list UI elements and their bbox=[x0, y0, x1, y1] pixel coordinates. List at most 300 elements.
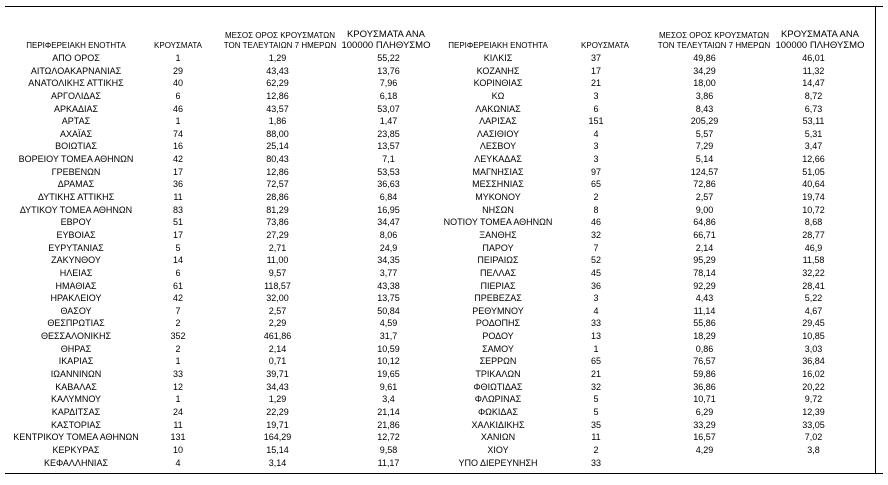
avg7-cell: 80,43 bbox=[266, 154, 289, 165]
table-row bbox=[5, 419, 431, 432]
region-cell: ΠΕΛΛΑΣ bbox=[479, 267, 517, 278]
cases-cell: 4 bbox=[593, 128, 599, 139]
cases-cell: 40 bbox=[172, 78, 183, 89]
region-cell: ΝΟΤΙΟΥ ΤΟΜΕΑ ΑΘΗΝΩΝ bbox=[443, 217, 553, 228]
table-row bbox=[440, 444, 854, 457]
cases-cell: 35 bbox=[590, 419, 601, 430]
region-cell: ΣΑΜΟΥ bbox=[482, 343, 514, 354]
table-row bbox=[5, 267, 431, 280]
region-cell: ΠΙΕΡΙΑΣ bbox=[480, 280, 516, 291]
table-row bbox=[440, 128, 854, 141]
region-cell: ΦΩΚΙΔΑΣ bbox=[478, 406, 518, 417]
table-row bbox=[5, 393, 431, 406]
cases-cell: 10 bbox=[172, 444, 183, 455]
avg7-cell: 3,14 bbox=[268, 457, 287, 468]
per100k-cell: 11,58 bbox=[802, 255, 825, 266]
avg7-cell: 2,57 bbox=[695, 192, 714, 203]
header-region-left: ΠΕΡΙΦΕΡΕΙΑΚΗ ΕΝΟΤΗΤΑ bbox=[26, 41, 126, 50]
avg7-cell: 10,71 bbox=[693, 394, 716, 405]
table-row bbox=[440, 191, 854, 204]
cases-cell: 5 bbox=[593, 406, 599, 417]
per100k-cell: 24,9 bbox=[379, 242, 398, 253]
per100k-cell: 9,61 bbox=[379, 381, 398, 392]
per100k-cell: 10,85 bbox=[802, 331, 825, 342]
table-row bbox=[5, 242, 431, 255]
per100k-cell: 36,63 bbox=[377, 179, 400, 190]
region-cell: ΧΙΟΥ bbox=[487, 444, 509, 455]
avg7-cell: 36,86 bbox=[693, 381, 716, 392]
avg7-cell: 5,57 bbox=[695, 128, 714, 139]
cases-cell: 52 bbox=[590, 255, 601, 266]
table-row bbox=[5, 254, 431, 267]
cases-cell: 352 bbox=[170, 331, 186, 342]
cases-cell: 4 bbox=[175, 457, 181, 468]
table-row bbox=[5, 431, 431, 444]
table-row bbox=[440, 52, 854, 65]
per100k-cell: 3,03 bbox=[804, 343, 823, 354]
cases-cell: 5 bbox=[175, 242, 181, 253]
avg7-cell: 72,57 bbox=[266, 179, 289, 190]
cases-cell: 14 bbox=[172, 255, 183, 266]
avg7-cell: 3,86 bbox=[695, 90, 714, 101]
per100k-cell: 21,14 bbox=[377, 406, 400, 417]
avg7-cell: 118,57 bbox=[264, 280, 291, 291]
header-cases-right: ΚΡΟΥΣΜΑΤΑ bbox=[581, 41, 629, 50]
per100k-cell: 8,68 bbox=[804, 217, 823, 228]
per100k-cell: 20,22 bbox=[802, 381, 825, 392]
region-cell: ΕΥΡΥΤΑΝΙΑΣ bbox=[48, 242, 104, 253]
table-row bbox=[440, 153, 854, 166]
per100k-cell: 19,74 bbox=[802, 192, 825, 203]
cases-cell: 46 bbox=[172, 103, 183, 114]
table-row bbox=[5, 343, 431, 356]
cases-cell: 33 bbox=[590, 457, 601, 468]
cases-cell: 7 bbox=[593, 242, 599, 253]
table-row bbox=[5, 191, 431, 204]
table-row bbox=[5, 77, 431, 90]
cases-cell: 21 bbox=[590, 78, 601, 89]
table-row bbox=[5, 368, 431, 381]
per100k-cell: 6,73 bbox=[804, 103, 823, 114]
per100k-cell: 12,72 bbox=[377, 432, 400, 443]
avg7-cell: 1,86 bbox=[268, 116, 287, 127]
region-cell: ΧΑΛΚΙΔΙΚΗΣ bbox=[471, 419, 525, 430]
cases-cell: 33 bbox=[172, 369, 183, 380]
table-row bbox=[5, 90, 431, 103]
table-row bbox=[5, 305, 431, 318]
per100k-cell: 34,35 bbox=[377, 255, 400, 266]
per100k-cell: 10,72 bbox=[802, 204, 825, 215]
cases-cell: 97 bbox=[590, 166, 601, 177]
avg7-cell: 0,86 bbox=[695, 343, 714, 354]
per100k-cell: 3,4 bbox=[382, 394, 395, 405]
region-cell: ΒΟΡΕΙΟΥ ΤΟΜΕΑ ΑΘΗΝΩΝ bbox=[18, 154, 134, 165]
cases-cell: 74 bbox=[172, 128, 183, 139]
region-cell: ΑΙΤΩΛΟΑΚΑΡΝΑΝΙΑΣ bbox=[30, 65, 122, 76]
region-cell: ΚΑΣΤΟΡΙΑΣ bbox=[51, 419, 101, 430]
per100k-cell: 10,59 bbox=[377, 343, 400, 354]
region-cell: ΡΕΘΥΜΝΟΥ bbox=[472, 305, 524, 316]
table-row bbox=[440, 393, 854, 406]
avg7-cell: 34,29 bbox=[693, 65, 716, 76]
region-cell: ΕΒΡΟΥ bbox=[60, 217, 92, 228]
region-cell: ΠΕΙΡΑΙΩΣ bbox=[477, 255, 519, 266]
avg7-cell: 78,14 bbox=[693, 267, 716, 278]
table-row bbox=[440, 204, 854, 217]
cases-cell: 5 bbox=[593, 394, 599, 405]
avg7-cell: 88,00 bbox=[266, 128, 289, 139]
cases-cell: 12 bbox=[172, 381, 183, 392]
region-cell: ΚΟΖΑΝΗΣ bbox=[476, 65, 520, 76]
region-cell: ΚΑΡΔΙΤΣΑΣ bbox=[51, 406, 101, 417]
avg7-cell: 39,71 bbox=[266, 369, 289, 380]
region-cell: ΣΕΡΡΩΝ bbox=[479, 356, 517, 367]
table-row bbox=[5, 381, 431, 394]
per100k-cell: 6,18 bbox=[379, 90, 398, 101]
cases-cell: 65 bbox=[590, 179, 601, 190]
table-row bbox=[440, 381, 854, 394]
per100k-cell: 14,47 bbox=[802, 78, 825, 89]
per100k-cell: 4,59 bbox=[379, 318, 398, 329]
per100k-cell: 7,02 bbox=[804, 432, 823, 443]
per100k-cell: 13,57 bbox=[377, 141, 400, 152]
avg7-cell: 2,71 bbox=[268, 242, 287, 253]
region-cell: ΛΕΣΒΟΥ bbox=[479, 141, 517, 152]
table-row bbox=[440, 90, 854, 103]
per100k-cell: 19,65 bbox=[377, 369, 400, 380]
cases-cell: 3 bbox=[593, 154, 599, 165]
region-cell: ΙΩΑΝΝΙΝΩΝ bbox=[50, 369, 102, 380]
per100k-cell: 13,75 bbox=[377, 293, 400, 304]
avg7-cell: 43,43 bbox=[266, 65, 289, 76]
per100k-cell bbox=[773, 457, 854, 470]
avg7-cell: 4,29 bbox=[695, 444, 714, 455]
cases-cell: 4 bbox=[593, 305, 599, 316]
region-cell: ΖΑΚΥΝΘΟΥ bbox=[51, 255, 101, 266]
region-cell: ΦΛΩΡΙΝΑΣ bbox=[474, 394, 522, 405]
avg7-cell: 81,29 bbox=[266, 204, 289, 215]
region-cell: ΡΟΔΟΠΗΣ bbox=[475, 318, 521, 329]
per100k-cell: 11,32 bbox=[802, 65, 825, 76]
per100k-cell: 5,22 bbox=[804, 293, 823, 304]
avg7-cell: 55,86 bbox=[693, 318, 716, 329]
per100k-cell: 43,38 bbox=[377, 280, 400, 291]
region-cell: ΞΑΝΘΗΣ bbox=[479, 229, 517, 240]
table-row bbox=[440, 242, 854, 255]
table-row bbox=[5, 115, 431, 128]
region-cell: ΙΚΑΡΙΑΣ bbox=[58, 356, 94, 367]
table-row bbox=[5, 65, 431, 78]
avg7-cell: 1,29 bbox=[268, 53, 287, 63]
cases-cell: 16 bbox=[172, 141, 183, 152]
region-cell: ΛΑΡΙΣΑΣ bbox=[479, 116, 517, 127]
cases-cell: 3 bbox=[593, 141, 599, 152]
per100k-cell: 9,72 bbox=[804, 394, 823, 405]
region-cell: ΘΗΡΑΣ bbox=[60, 343, 92, 354]
per100k-cell: 10,12 bbox=[377, 356, 400, 367]
right-border bbox=[875, 6, 876, 473]
header-avg7-right: ΜΕΣΟΣ ΟΡΟΣ ΚΡΟΥΣΜΑΤΩΝ ΤΟΝ ΤΕΛΕΥΤΑΙΩΝ 7 ΗΜΕΡΩΝ bbox=[657, 31, 771, 50]
table-row bbox=[440, 280, 854, 293]
region-cell: ΠΑΡΟΥ bbox=[482, 242, 514, 253]
table-row bbox=[5, 178, 431, 191]
cases-cell: 1 bbox=[175, 116, 181, 127]
region-cell: ΛΑΚΩΝΙΑΣ bbox=[475, 103, 521, 114]
avg7-cell: 15,14 bbox=[266, 444, 289, 455]
cases-cell: 6 bbox=[593, 103, 599, 114]
per100k-cell: 31,7 bbox=[379, 331, 398, 342]
avg7-cell: 95,29 bbox=[693, 255, 716, 266]
region-cell: ΗΛΕΙΑΣ bbox=[59, 267, 93, 278]
per100k-cell: 3,47 bbox=[804, 141, 823, 152]
cases-cell: 8 bbox=[593, 204, 599, 215]
region-cell: ΔΥΤΙΚΟΥ ΤΟΜΕΑ ΑΘΗΝΩΝ bbox=[19, 204, 133, 215]
avg7-cell: 22,29 bbox=[266, 406, 289, 417]
per100k-cell: 16,95 bbox=[377, 204, 400, 215]
region-cell: ΜΑΓΝΗΣΙΑΣ bbox=[472, 166, 524, 177]
region-cell: ΑΡΤΑΣ bbox=[61, 116, 91, 127]
avg7-cell: 62,29 bbox=[266, 78, 289, 89]
table-row bbox=[440, 103, 854, 116]
avg7-cell: 2,14 bbox=[268, 343, 287, 354]
avg7-cell: 2,14 bbox=[695, 242, 714, 253]
table-row bbox=[5, 355, 431, 368]
left-table bbox=[5, 52, 431, 469]
per100k-cell: 21,86 bbox=[377, 419, 400, 430]
region-cell: ΘΕΣΣΑΛΟΝΙΚΗΣ bbox=[40, 331, 112, 342]
per100k-cell: 28,77 bbox=[802, 229, 825, 240]
avg7-cell: 8,43 bbox=[695, 103, 714, 114]
region-cell: ΑΝΑΤΟΛΙΚΗΣ ΑΤΤΙΚΗΣ bbox=[28, 78, 124, 89]
avg7-cell: 34,43 bbox=[266, 381, 289, 392]
region-cell: ΔΡΑΜΑΣ bbox=[57, 179, 95, 190]
per100k-cell: 12,39 bbox=[802, 406, 825, 417]
region-cell: ΛΑΣΙΘΙΟΥ bbox=[476, 128, 520, 139]
cases-cell: 45 bbox=[590, 267, 601, 278]
per100k-cell: 3,8 bbox=[807, 444, 820, 455]
cases-cell: 1 bbox=[175, 53, 181, 63]
per100k-cell: 53,11 bbox=[802, 116, 825, 127]
region-cell: ΘΑΣΟΥ bbox=[60, 305, 92, 316]
per100k-cell: 7,96 bbox=[379, 78, 398, 89]
region-cell: ΝΗΣΩΝ bbox=[482, 204, 514, 215]
table-row bbox=[440, 419, 854, 432]
region-cell: ΠΡΕΒΕΖΑΣ bbox=[474, 293, 522, 304]
header-per100k-left: ΚΡΟΥΣΜΑΤΑ ΑΝΑ 100000 ΠΛΗΘΥΣΜΟ bbox=[341, 29, 431, 51]
region-cell: ΒΟΙΩΤΙΑΣ bbox=[55, 141, 97, 152]
per100k-cell: 51,05 bbox=[802, 166, 825, 177]
cases-cell: 131 bbox=[170, 432, 186, 443]
per100k-cell: 12,66 bbox=[802, 154, 825, 165]
per100k-cell: 55,22 bbox=[377, 53, 400, 63]
cases-cell: 36 bbox=[590, 280, 601, 291]
avg7-cell: 9,00 bbox=[695, 204, 714, 215]
cases-cell: 2 bbox=[593, 444, 599, 455]
cases-cell: 17 bbox=[172, 166, 183, 177]
table-row bbox=[5, 444, 431, 457]
per100k-cell: 34,47 bbox=[377, 217, 400, 228]
top-rule bbox=[5, 6, 883, 7]
table-row bbox=[440, 229, 854, 242]
table-row bbox=[5, 280, 431, 293]
cases-cell: 65 bbox=[590, 356, 601, 367]
avg7-cell: 19,71 bbox=[266, 419, 289, 430]
cases-cell: 51 bbox=[172, 217, 183, 228]
table-row bbox=[440, 431, 854, 444]
table-row bbox=[5, 216, 431, 229]
avg7-cell: 73,86 bbox=[266, 217, 289, 228]
cases-cell: 11 bbox=[591, 432, 601, 443]
avg7-cell: 6,29 bbox=[695, 406, 714, 417]
cases-cell: 3 bbox=[593, 90, 599, 101]
avg7-cell: 5,14 bbox=[695, 154, 714, 165]
region-cell: ΕΥΒΟΙΑΣ bbox=[56, 229, 96, 240]
cases-cell: 24 bbox=[172, 406, 183, 417]
region-cell: ΚΕΝΤΡΙΚΟΥ ΤΟΜΕΑ ΑΘΗΝΩΝ bbox=[13, 432, 139, 443]
cases-cell: 46 bbox=[590, 217, 601, 228]
cases-cell: 17 bbox=[172, 229, 183, 240]
per100k-cell: 4,67 bbox=[804, 305, 823, 316]
avg7-cell: 64,86 bbox=[693, 217, 716, 228]
avg7-cell: 43,57 bbox=[266, 103, 289, 114]
cases-cell: 11 bbox=[173, 419, 183, 430]
avg7-cell: 2,57 bbox=[268, 305, 287, 316]
avg7-cell: 9,57 bbox=[268, 267, 287, 278]
cases-cell: 21 bbox=[590, 369, 601, 380]
avg7-cell: 164,29 bbox=[263, 432, 292, 443]
bottom-rule bbox=[5, 473, 883, 474]
region-cell: ΚΙΛΚΙΣ bbox=[483, 53, 513, 63]
per100k-cell: 53,07 bbox=[377, 103, 400, 114]
avg7-cell: 72,86 bbox=[693, 179, 716, 190]
region-cell: ΚΩ bbox=[491, 90, 505, 101]
region-cell: ΜΕΣΣΗΝΙΑΣ bbox=[472, 179, 524, 190]
per100k-cell: 29,45 bbox=[802, 318, 825, 329]
table-row bbox=[5, 292, 431, 305]
cases-cell: 2 bbox=[175, 343, 181, 354]
avg7-cell: 27,29 bbox=[266, 229, 289, 240]
avg7-cell: 33,29 bbox=[693, 419, 716, 430]
region-cell: ΗΜΑΘΙΑΣ bbox=[55, 280, 97, 291]
table-row bbox=[440, 355, 854, 368]
region-cell: ΤΡΙΚΑΛΩΝ bbox=[475, 369, 521, 380]
table-row bbox=[5, 317, 431, 330]
cases-cell: 3 bbox=[593, 293, 599, 304]
cases-cell: 1 bbox=[175, 394, 181, 405]
per100k-cell: 9,58 bbox=[379, 444, 398, 455]
per100k-cell: 53,53 bbox=[377, 166, 400, 177]
table-row bbox=[440, 343, 854, 356]
avg7-cell: 124,57 bbox=[690, 166, 719, 177]
per100k-cell: 3,77 bbox=[379, 267, 398, 278]
avg7-cell: 76,57 bbox=[693, 356, 716, 367]
cases-cell: 29 bbox=[172, 65, 183, 76]
cases-cell: 42 bbox=[172, 154, 183, 165]
per100k-cell: 16,02 bbox=[802, 369, 825, 380]
region-cell: ΧΑΝΙΩΝ bbox=[480, 432, 516, 443]
cases-cell: 1 bbox=[593, 343, 599, 354]
table-row bbox=[440, 178, 854, 191]
region-cell: ΚΑΒΑΛΑΣ bbox=[55, 381, 97, 392]
avg7-cell: 18,00 bbox=[693, 78, 716, 89]
per100k-cell: 8,72 bbox=[804, 90, 823, 101]
table-row bbox=[5, 166, 431, 179]
region-cell: ΜΥΚΟΝΟΥ bbox=[475, 192, 521, 203]
avg7-cell: 11,14 bbox=[693, 305, 716, 316]
cases-cell: 32 bbox=[590, 381, 601, 392]
per100k-cell: 1,47 bbox=[379, 116, 398, 127]
avg7-cell: 49,86 bbox=[693, 53, 716, 63]
avg7-cell: 32,00 bbox=[266, 293, 289, 304]
table-row bbox=[5, 457, 431, 470]
region-cell: ΛΕΥΚΑΔΑΣ bbox=[474, 154, 522, 165]
per100k-cell: 40,64 bbox=[802, 179, 825, 190]
table-row bbox=[440, 140, 854, 153]
header-region-right: ΠΕΡΙΦΕΡΕΙΑΚΗ ΕΝΟΤΗΤΑ bbox=[448, 41, 548, 50]
per100k-cell: 32,22 bbox=[802, 267, 825, 278]
cases-cell: 13 bbox=[590, 331, 601, 342]
avg7-cell: 28,86 bbox=[266, 192, 289, 203]
cases-cell: 6 bbox=[175, 90, 181, 101]
avg7-cell: 59,86 bbox=[693, 369, 716, 380]
avg7-cell: 66,71 bbox=[693, 229, 716, 240]
table-row bbox=[5, 52, 431, 65]
cases-cell: 61 bbox=[172, 280, 183, 291]
cases-cell: 83 bbox=[172, 204, 183, 215]
header-cases-left: ΚΡΟΥΣΜΑΤΑ bbox=[154, 41, 202, 50]
per100k-cell: 8,06 bbox=[379, 229, 398, 240]
region-cell: ΘΕΣΠΡΩΤΙΑΣ bbox=[47, 318, 105, 329]
table-row bbox=[440, 368, 854, 381]
table-row bbox=[440, 305, 854, 318]
cases-cell: 7 bbox=[175, 305, 181, 316]
table-row bbox=[440, 317, 854, 330]
region-cell: ΚΟΡΙΝΘΙΑΣ bbox=[473, 78, 523, 89]
avg7-cell: 12,86 bbox=[266, 90, 289, 101]
avg7-cell: 12,86 bbox=[266, 166, 289, 177]
per100k-cell: 36,84 bbox=[802, 356, 825, 367]
table-row bbox=[5, 204, 431, 217]
cases-cell: 2 bbox=[175, 318, 181, 329]
header-per100k-right: ΚΡΟΥΣΜΑΤΑ ΑΝΑ 100000 ΠΛΗΘΥΣΜΟ bbox=[775, 29, 865, 51]
cases-cell: 17 bbox=[590, 65, 601, 76]
avg7-cell: 4,43 bbox=[695, 293, 714, 304]
region-cell: ΚΕΦΑΛΛΗΝΙΑΣ bbox=[43, 457, 109, 468]
region-cell: ΚΕΡΚΥΡΑΣ bbox=[52, 444, 100, 455]
per100k-cell: 7,1 bbox=[382, 154, 395, 165]
region-cell: ΚΑΛΥΜΝΟΥ bbox=[50, 394, 102, 405]
per100k-cell: 46,01 bbox=[802, 53, 825, 63]
cases-cell: 151 bbox=[588, 116, 604, 127]
table-row bbox=[5, 406, 431, 419]
avg7-cell: 16,57 bbox=[693, 432, 716, 443]
region-cell: ΑΡΚΑΔΙΑΣ bbox=[53, 103, 99, 114]
per100k-cell: 11,17 bbox=[377, 457, 400, 468]
avg7-cell: 0,71 bbox=[268, 356, 287, 367]
table-row bbox=[440, 65, 854, 78]
table-row bbox=[5, 128, 431, 141]
per100k-cell: 28,41 bbox=[802, 280, 825, 291]
right-table bbox=[440, 52, 854, 469]
cases-cell: 2 bbox=[593, 192, 599, 203]
cases-cell: 11 bbox=[173, 192, 183, 203]
region-cell: ΥΠΟ ΔΙΕΡΕΥΝΗΣΗ bbox=[458, 457, 538, 468]
table-row bbox=[440, 216, 854, 229]
table-row bbox=[440, 330, 854, 343]
region-cell: ΗΡΑΚΛΕΙΟΥ bbox=[50, 293, 102, 304]
header-avg7-left: ΜΕΣΟΣ ΟΡΟΣ ΚΡΟΥΣΜΑΤΩΝ ΤΟΝ ΤΕΛΕΥΤΑΙΩΝ 7 ΗΜΕΡΩΝ bbox=[223, 31, 337, 50]
per100k-cell: 5,31 bbox=[804, 128, 823, 139]
